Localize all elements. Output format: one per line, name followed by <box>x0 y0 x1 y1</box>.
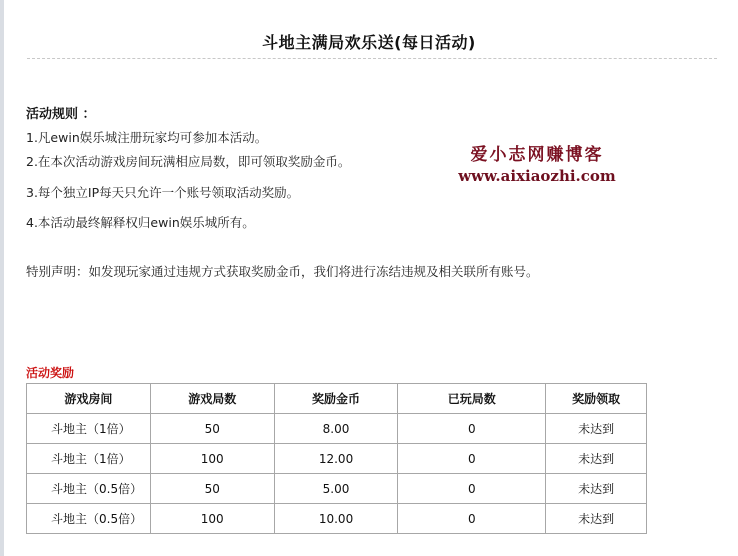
cell-rounds: 100 <box>150 504 274 534</box>
cell-rounds: 100 <box>150 444 274 474</box>
reward-heading: 活动奖励 <box>26 366 75 380</box>
table-row <box>27 414 647 444</box>
cell-claim-status: 未达到 <box>546 474 647 504</box>
cell-rounds: 50 <box>150 474 274 504</box>
column-header: 奖励领取 <box>546 384 647 414</box>
cell-played-rounds: 0 <box>398 474 546 504</box>
cell-reward-coins: 8.00 <box>274 414 398 444</box>
column-header: 已玩局数 <box>398 384 546 414</box>
special-notice: 特别声明：如发现玩家通过违规方式获取奖励金币，我们将进行冻结违规及相关联所有账号。 <box>26 264 539 279</box>
cell-claim-status: 未达到 <box>546 504 647 534</box>
cell-room: 斗地主（1倍） <box>27 444 151 474</box>
rule-item-1: 1.凡ewin娱乐城注册玩家均可参加本活动。 <box>26 130 268 145</box>
cell-room: 斗地主（0.5倍） <box>27 474 151 504</box>
reward-table <box>26 383 647 534</box>
cell-played-rounds: 0 <box>398 444 546 474</box>
watermark-url: www.aixiaozhi.com <box>458 167 616 185</box>
watermark-title: 爱小志网赚博客 <box>470 145 604 165</box>
page-title: 斗地主满局欢乐送(每日活动) <box>262 33 476 52</box>
cell-played-rounds: 0 <box>398 414 546 444</box>
left-border <box>0 0 4 556</box>
rules-heading: 活动规则 ： <box>26 107 96 122</box>
table-header-row <box>27 384 647 414</box>
cell-room: 斗地主（0.5倍） <box>27 504 151 534</box>
rule-item-2: 2.在本次活动游戏房间玩满相应局数，即可领取奖励金币。 <box>26 154 351 169</box>
cell-reward-coins: 10.00 <box>274 504 398 534</box>
cell-reward-coins: 12.00 <box>274 444 398 474</box>
cell-claim-status: 未达到 <box>546 444 647 474</box>
column-header: 游戏房间 <box>27 384 151 414</box>
rule-item-4: 4.本活动最终解释权归ewin娱乐城所有。 <box>26 215 255 230</box>
column-header: 奖励金币 <box>274 384 398 414</box>
column-header: 游戏局数 <box>150 384 274 414</box>
cell-played-rounds: 0 <box>398 504 546 534</box>
table-row <box>27 504 647 534</box>
cell-rounds: 50 <box>150 414 274 444</box>
table-row <box>27 444 647 474</box>
table-row <box>27 474 647 504</box>
rule-item-3: 3.每个独立IP每天只允许一个账号领取活动奖励。 <box>26 185 300 200</box>
cell-room: 斗地主（1倍） <box>27 414 151 444</box>
cell-reward-coins: 5.00 <box>274 474 398 504</box>
cell-claim-status: 未达到 <box>546 414 647 444</box>
title-divider <box>27 58 717 59</box>
watermark <box>441 140 633 185</box>
